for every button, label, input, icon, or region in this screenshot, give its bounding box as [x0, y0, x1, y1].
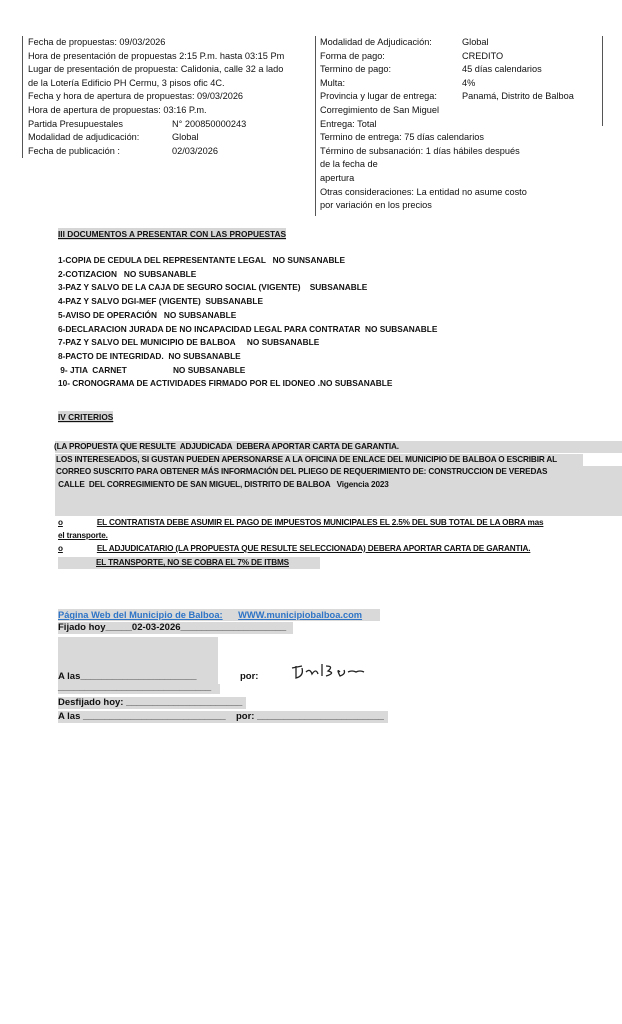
fijado-line: Fijado hoy_____02-03-2026____________________: [58, 622, 287, 633]
bullet-1-cont: el transporte.: [58, 531, 108, 540]
criteria-line: LOS INTERESEADOS, SI GUSTAN PUEDEN APERSONARSE A LA OFICINA DE ENLACE DEL MUNICIPIO DE BALBOA O ESCRIBIR AL: [56, 455, 558, 464]
signature: [288, 658, 383, 684]
a-las-line-2: A las ___________________________: [58, 711, 226, 722]
document-item: 9- JTIA CARNET NO SUBSANABLE: [58, 364, 246, 375]
bullet-1-text: EL CONTRATISTA DEBE ASUMIR EL PAGO DE IMPUESTOS MUNICIPALES EL 2.5% DEL SUB TOTAL DE LA OBRA mas: [96, 518, 544, 527]
document-item: 2-COTIZACION NO SUBSANABLE: [58, 268, 197, 279]
info-line: Lugar de presentación de propuesta: Calidonia, calle 32 a lado: [28, 64, 284, 75]
bullet-marker: o: [58, 518, 63, 527]
info-line: apertura: [320, 173, 355, 183]
criteria-line: CORREO SUSCRITO PARA OBTENER MÁS INFORMACIÓN DEL PLIEGO DE REQUERIMIENTO DE: CONSTRUCCION DE VEREDAS: [56, 467, 548, 476]
info-label: Modalidad de adjudicación:: [28, 132, 140, 143]
info-line: Entrega: Total: [320, 118, 377, 129]
bullet-2-cont: EL TRANSPORTE, NO SE COBRA EL 7% DE ITBMS: [96, 558, 289, 567]
bullet-2: [58, 543, 530, 555]
bullet-marker: o: [58, 544, 63, 553]
document-item: 5-AVISO DE OPERACIÓN NO SUBSANABLE: [58, 309, 237, 320]
document-item: 10- CRONOGRAMA DE ACTIVIDADES FIRMADO POR EL IDONEO .NO SUBSANABLE: [58, 378, 393, 389]
bullet-1: [58, 517, 543, 529]
info-value: 45 días calendarios: [462, 64, 542, 75]
info-label: Multa:: [320, 77, 346, 88]
section-4-title: IV CRITERIOS: [58, 412, 114, 422]
info-label: Forma de pago:: [320, 50, 385, 61]
info-label: Termino de pago:: [320, 64, 391, 75]
document-item: 6-DECLARACION JURADA DE NO INCAPACIDAD LEGAL PARA CONTRATAR NO SUBSANABLE: [58, 323, 438, 334]
document-item: 1-COPIA DE CEDULA DEL REPRESENTANTE LEGAL NO SUNSANABLE: [58, 255, 346, 265]
info-line: Hora de apertura de propuestas: 03:16 P.m.: [28, 105, 207, 115]
info-label: Fecha de publicación :: [28, 145, 120, 156]
column-divider: [22, 36, 23, 158]
a-las-line-1: A las______________________: [58, 671, 197, 682]
info-value: 02/03/2026: [172, 145, 218, 156]
info-value: CREDITO: [462, 50, 504, 61]
criteria-line: CALLE DEL CORREGIMIENTO DE SAN MIGUEL, DISTRITO DE BALBOA Vigencia 2023: [56, 480, 389, 489]
info-line: de la fecha de: [320, 159, 378, 170]
info-line: Termino de entrega: 75 días calendarios: [320, 132, 484, 143]
website-line: [58, 609, 362, 621]
info-line: Fecha y hora de apertura de propuestas: 09/03/2026: [28, 91, 244, 102]
info-line: Término de subsanación: 1 días hábiles después: [320, 145, 520, 156]
info-value: Global: [462, 37, 489, 47]
info-value: Global: [172, 132, 199, 143]
info-label: Partida Presupuestales: [28, 118, 123, 129]
column-divider: [602, 36, 603, 126]
info-line: Fecha de propuestas: 09/03/2026: [28, 37, 166, 47]
info-value: 4%: [462, 77, 476, 88]
bullet-2-text: EL ADJUDICATARIO (LA PROPUESTA QUE RESULTE SELECCIONADA) DEBERA APORTAR CARTA DE GARANTIA.: [96, 544, 531, 553]
desfijado-line: Desfijado hoy: ______________________: [58, 697, 243, 708]
info-line: Hora de presentación de propuestas 2:15 P.m. hasta 03:15 Pm: [28, 50, 285, 61]
info-value: N° 200850000243: [172, 118, 247, 129]
info-line: Corregimiento de San Miguel: [320, 105, 439, 115]
document-item: 7-PAZ Y SALVO DEL MUNICIPIO DE BALBOA NO SUBSANABLE: [58, 337, 320, 348]
info-line: por variación en los precios: [320, 200, 432, 211]
web-link[interactable]: WWW.municipiobalboa.com: [238, 610, 363, 620]
info-line: Otras consideraciones: La entidad no asume costo: [320, 186, 527, 197]
document-item: 3-PAZ Y SALVO DE LA CAJA DE SEGURO SOCIAL (VIGENTE) SUBSANABLE: [58, 282, 368, 293]
info-line: de la Lotería Edificio PH Cermu, 3 pisos ofic 4C.: [28, 77, 225, 88]
info-label: Modalidad de Adjudicación:: [320, 37, 432, 47]
por-label-1: por:: [240, 671, 259, 682]
document-item: 4-PAZ Y SALVO DGI-MEF (VIGENTE) SUBSANABLE: [58, 296, 263, 307]
blank-line: _____________________________: [58, 682, 212, 693]
info-label: Provincia y lugar de entrega:: [320, 91, 437, 102]
por-label-2: por: ________________________: [236, 711, 384, 722]
column-divider: [315, 36, 316, 216]
criteria-line: (LA PROPUESTA QUE RESULTE ADJUDICADA DEBERA APORTAR CARTA DE GARANTIA.: [54, 442, 399, 451]
section-3-title: III DOCUMENTOS A PRESENTAR CON LAS PROPUESTAS: [58, 229, 287, 239]
document-item: 8-PACTO DE INTEGRIDAD. NO SUBSANABLE: [58, 350, 241, 361]
web-label: Página Web del Municipio de Balboa:: [58, 610, 223, 620]
info-value: Panamá, Distrito de Balboa: [462, 91, 574, 102]
